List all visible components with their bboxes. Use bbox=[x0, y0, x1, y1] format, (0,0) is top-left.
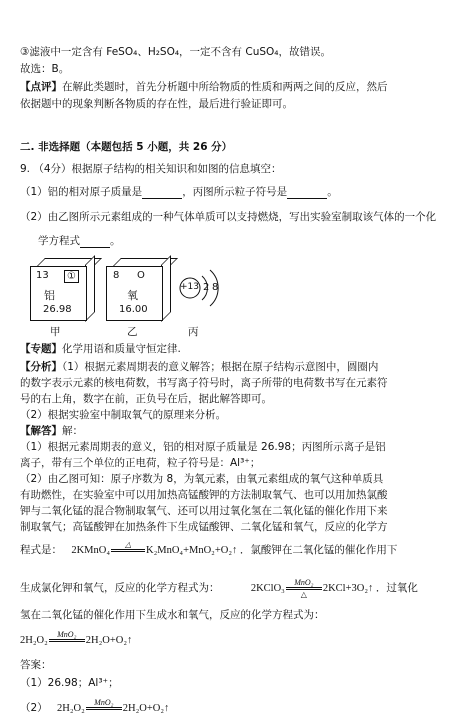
key2-prefix: （2） bbox=[20, 701, 48, 714]
nucleus-charge: +13 bbox=[180, 282, 199, 292]
q1-text-a: （1）铝的相对原子质量是 bbox=[20, 186, 143, 198]
question-title: 9. （4分）根据原子结构的相关知识和如图的信息填空： bbox=[20, 163, 282, 175]
eq-right: K₂MnO₄+MnO₂+O₂↑ bbox=[146, 544, 238, 556]
atomic-mass: 26.98 bbox=[43, 304, 72, 315]
equation-line-2 bbox=[20, 578, 418, 599]
text-line: （2）由乙图可知：原子序数为 8，为氧元素，由氧元素组成的氧气这种单质具 bbox=[20, 473, 384, 485]
element-symbol: ① bbox=[64, 270, 79, 283]
eq-condition bbox=[286, 578, 322, 599]
eq-cond-top: MnO₂ bbox=[94, 698, 114, 707]
element-card-al bbox=[30, 266, 87, 321]
eq-cond-bottom: △ bbox=[300, 590, 307, 599]
equation-kmno4 bbox=[71, 540, 240, 556]
caption-bing: 丙 bbox=[188, 326, 199, 338]
question-part-2: （2）由乙图所示元素组成的一种气体单质可以支持燃烧，写出实验室制取该气体的一个化 bbox=[20, 211, 437, 223]
text-line: 钾与二氧化锰的混合物制取氧气、还可以用过氧化氢在二氧化锰的催化作用下来 bbox=[20, 505, 388, 517]
element-card-o bbox=[106, 266, 163, 321]
shell-2-count: 8 bbox=[212, 282, 219, 293]
q1-text-b: ，丙图所示粒子符号是 bbox=[182, 186, 288, 198]
analysis-line bbox=[20, 360, 378, 374]
q2-text-a: 学方程式 bbox=[38, 235, 80, 247]
topic-line bbox=[20, 342, 181, 356]
answer-line bbox=[20, 424, 83, 438]
comment-tag: 【点评】 bbox=[20, 81, 62, 93]
answer-blank bbox=[287, 188, 327, 199]
text-line: 制取氧气；高锰酸钾在加热条件下生成锰酸钾、二氧化锰和氧气，反应的化学方 bbox=[20, 521, 388, 533]
eq-left: 2H₂O₂ bbox=[57, 702, 85, 714]
eq-condition bbox=[86, 698, 122, 719]
eq-left: 2H₂O₂ bbox=[20, 634, 48, 646]
equation-h2o2-answer bbox=[57, 698, 170, 714]
eq-right: 2H₂O+O₂↑ bbox=[122, 702, 170, 714]
atomic-mass: 16.00 bbox=[119, 304, 148, 315]
topic-text: 化学用语和质量守恒定律. bbox=[62, 343, 181, 355]
comment-line bbox=[20, 80, 388, 94]
key-line-1: （1）26.98；Al³⁺； bbox=[20, 677, 119, 689]
question-part-2b bbox=[38, 234, 121, 248]
element-name: 铝 bbox=[44, 289, 55, 302]
eq2-prefix: 生成氯化钾和氧气，反应的化学方程式为： bbox=[20, 581, 220, 594]
equation-line-1 bbox=[20, 540, 397, 561]
equation-kclo3 bbox=[250, 578, 376, 599]
atomic-number: 8 bbox=[113, 270, 120, 281]
equation-line-3 bbox=[20, 630, 132, 651]
question-part-1 bbox=[20, 185, 338, 199]
comment-text: 在解此类题时，首先分析题中所给物质的性质和两两之间的反应，然后 bbox=[62, 81, 388, 93]
text-line: ③滤液中一定含有 FeSO₄、H₂SO₄，一定不含有 CuSO₄，故错误。 bbox=[20, 46, 332, 58]
caption-yi: 乙 bbox=[127, 326, 138, 338]
q1-text-c: 。 bbox=[327, 186, 338, 198]
eq-condition bbox=[111, 540, 145, 561]
key-title: 答案： bbox=[20, 659, 52, 671]
text-line: 号的右上角，数字在前，正负号在后，据此解答即可。 bbox=[20, 393, 272, 405]
eq-right: 2H₂O+O₂↑ bbox=[85, 634, 133, 646]
text-line: 离子，带有三个单位的正电荷，粒子符号是：Al³⁺； bbox=[20, 457, 261, 469]
eq-cond-top: MnO₂ bbox=[294, 578, 314, 587]
text-line: 故选：B。 bbox=[20, 63, 70, 75]
text-line: 氢在二氧化锰的催化作用下生成水和氧气，反应的化学方程式为： bbox=[20, 609, 325, 621]
text-line: 的数字表示元素的核电荷数，书写离子符号时，离子所带的电荷数书写在元素符 bbox=[20, 377, 388, 389]
element-symbol: O bbox=[137, 270, 145, 281]
section-title: 二. 非选择题（本题包括 5 小题，共 26 分） bbox=[20, 141, 233, 153]
eq-left: 2KClO₃ bbox=[250, 582, 285, 594]
text-line: 依据题中的现象判断各物质的存在性，最后进行验证即可。 bbox=[20, 98, 293, 110]
eq-cond-top: △ bbox=[124, 540, 132, 549]
shell-1-count: 2 bbox=[203, 282, 210, 293]
eq-condition bbox=[49, 630, 85, 651]
q2-text-b: 。 bbox=[110, 235, 121, 247]
eq1-prefix: 程式是： bbox=[20, 543, 62, 556]
answer-text: 解： bbox=[62, 425, 83, 437]
answer-blank bbox=[80, 237, 110, 248]
text-line: （2）根据实验室中制取氧气的原理来分析。 bbox=[20, 409, 227, 421]
text-line: （1）根据元素周期表的意义，铝的相对原子质量是 26.98；丙图所示离子是铝 bbox=[20, 441, 386, 453]
answer-blank bbox=[142, 188, 182, 199]
eq1-suffix: ．氯酸钾在二氧化锰的催化作用下 bbox=[239, 543, 398, 556]
analysis-tag: 【分析】 bbox=[20, 361, 62, 373]
eq-right: 2KCl+3O₂↑ bbox=[322, 582, 374, 594]
eq-cond-top: MnO₂ bbox=[57, 630, 77, 639]
element-name: 氧 bbox=[127, 289, 138, 302]
eq2-suffix: ．过氧化 bbox=[375, 581, 418, 594]
equation-h2o2 bbox=[20, 630, 133, 646]
atomic-number: 13 bbox=[36, 270, 49, 281]
analysis-text: （1）根据元素周期表的意义解答；根据在原子结构示意图中，圆圈内 bbox=[62, 361, 379, 373]
answer-tag: 【解答】 bbox=[20, 425, 62, 437]
topic-tag: 【专题】 bbox=[20, 343, 62, 355]
key-line-2 bbox=[20, 698, 169, 719]
caption-jia: 甲 bbox=[50, 326, 61, 338]
text-line: 有助燃性，在实验室中可以用加热高锰酸钾的方法制取氧气、也可以用加热氯酸 bbox=[20, 489, 388, 501]
eq-left: 2KMnO₄ bbox=[71, 544, 111, 556]
